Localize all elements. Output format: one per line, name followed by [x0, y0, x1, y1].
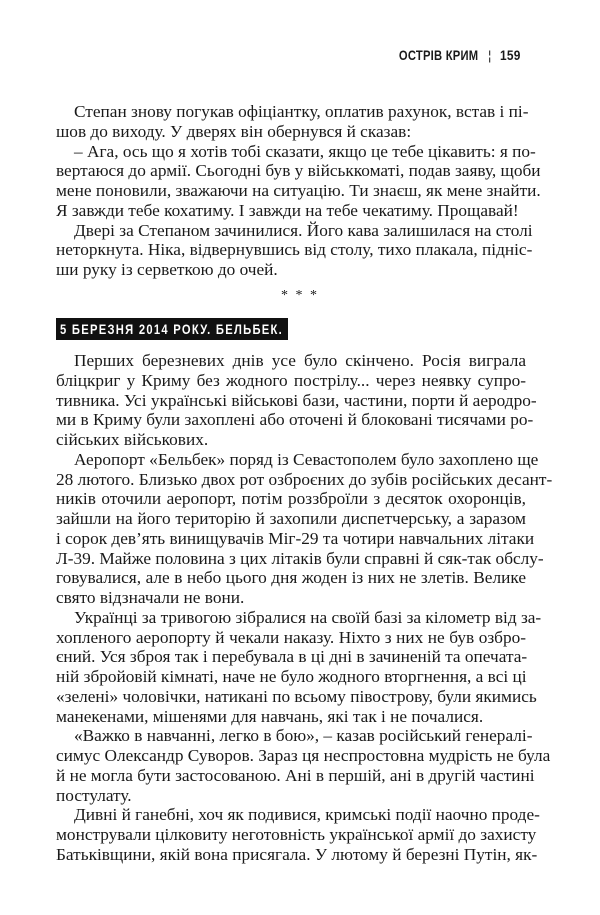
book-title: ОСТРІВ КРИМ: [398, 47, 479, 63]
text-line: хопленого аеропорту й чекали наказу. Ніхто з них не був озбро-: [56, 627, 526, 647]
text-line: й не могла бути застосованою. Ані в першій, ані в другій частині: [56, 765, 535, 785]
page-number: 159: [499, 47, 521, 63]
text-line: Двері за Степаном зачинилися. Його кава залишилася на столі: [74, 220, 533, 240]
text-line: «Важко в навчанні, легко в бою», – казав російський генералі-: [74, 726, 533, 746]
paragraph: [56, 102, 529, 142]
text-line: Л-39. Майже половина з цих літаків були справні й сяк-так обслу-: [56, 548, 544, 568]
text-block-2: [56, 351, 553, 865]
text-line: бліцкриг у Криму без жодного пострілу... через неявку супро-: [56, 370, 526, 390]
text-line: манекенами, мішенями для навчань, які так і не почалися.: [56, 706, 484, 726]
text-line: мене поновили, зважаючи на ситуацію. Ти знаєш, як мене знайти.: [56, 181, 541, 200]
text-line: постулату.: [56, 785, 132, 805]
text-line: ми в Криму були захоплені або оточені й блоковані тисячами ро-: [56, 410, 534, 430]
paragraph: [56, 220, 533, 280]
text-line: сійських військових.: [56, 430, 209, 449]
paragraph: [56, 607, 542, 727]
running-header: [379, 47, 524, 63]
section-separator: * * *: [281, 288, 319, 303]
text-block-1: [56, 102, 541, 280]
text-line: неторкнута. Ніка, відвернувшись від столу, тихо плакала, підніс-: [56, 240, 533, 260]
paragraph: [56, 805, 540, 864]
text-line: ши руку із серветкою до очей.: [56, 260, 278, 279]
text-line: 28 лютого. Близько двох рот озброєних до зубів російських десант-: [56, 469, 553, 489]
text-line: Степан знову погукав офіціантку, оплатив рахунок, встав і пі-: [74, 102, 529, 121]
text-line: і сорок дев’ять винищувачів Міг-29 та чотири навчальних літаки: [56, 528, 535, 548]
text-line: ників оточили аеропорт, потім роззброїли з десяток охоронців,: [56, 489, 526, 509]
text-line: єний. Уся зброя так і перебувала в ці дні в зачиненій та опечата-: [56, 647, 528, 667]
text-line: Перших березневих днів усе було скінчено. Росія виграла: [74, 351, 526, 370]
paragraph: [56, 726, 551, 805]
text-line: – Ага, ось що я хотів тобі сказати, якщо це тебе цікавить: я по-: [74, 141, 536, 161]
text-line: «зелені» чоловічки, натикані по всьому півострову, були якимись: [56, 686, 537, 706]
text-line: монстрували цілковиту неготовність української армії до захисту: [56, 825, 537, 844]
chapter-heading: [56, 318, 325, 340]
text-line: тивника. Усі українські військові бази, частини, порти й аеродро-: [56, 390, 537, 410]
text-line: Дивні й ганебні, хоч як подивися, кримські події наочно проде-: [74, 805, 540, 825]
header-separator: ¦: [488, 47, 492, 63]
text-line: ній збройовій кімнаті, наче не було жодного вторгнення, а всі ці: [56, 667, 527, 686]
text-line: Я завжди тебе кохатиму. І завжди на тебе чекатиму. Прощавай!: [56, 200, 519, 220]
text-line: Українці за тривогою зібралися на своїй базі за кілометр від за-: [74, 607, 542, 627]
text-line: шов до виходу. У дверях він обернувся й сказав:: [56, 121, 412, 141]
paragraph: [56, 141, 541, 221]
text-line: Аеропорт «Бельбек» поряд із Севастополем було захоплено ще: [74, 449, 539, 469]
chapter-heading-text: 5 БЕРЕЗНЯ 2014 РОКУ. БЕЛЬБЕК. КРИМ: [60, 321, 325, 337]
text-line: зайшли на його територію й захопили диспетчерську, а заразом: [56, 509, 526, 528]
text-line: свято відзначали не вони.: [56, 588, 245, 607]
paragraph: [56, 351, 537, 450]
text-line: вертаюся до армії. Сьогодні був у військкоматі, подав заяву, щоби: [56, 161, 541, 181]
text-line: симус Олександр Суворов. Зараз ця неспростовна мудрість не була: [56, 746, 551, 765]
text-line: Батьківщини, якій вона присягала. У лютому й березні Путін, як-: [56, 844, 538, 864]
paragraph: [56, 449, 553, 608]
text-line: говувалися, але в небо цього дня жоден із них не злетів. Велике: [56, 568, 526, 588]
